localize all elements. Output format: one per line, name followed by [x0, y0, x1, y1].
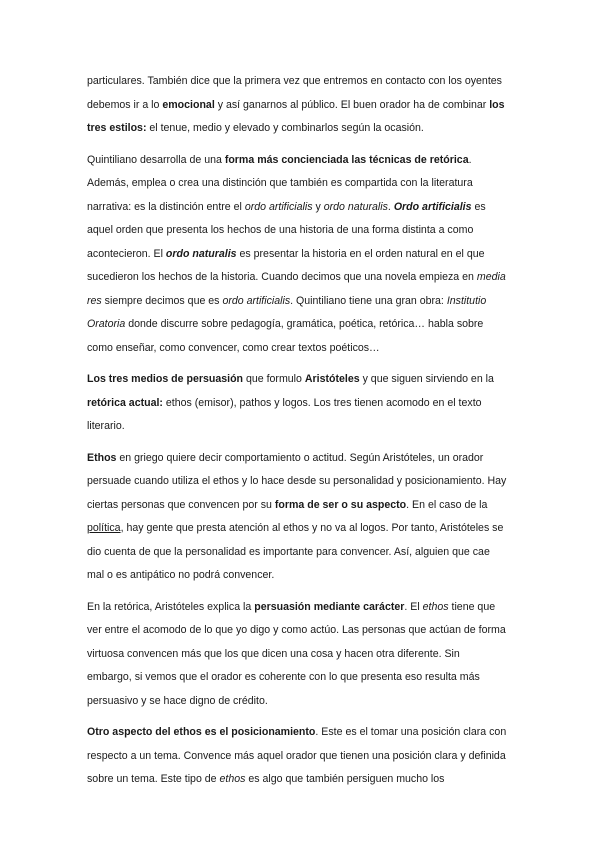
- text-run: tiene que ver entre el acomodo de lo que yo digo y como actúo. Las personas que actúan de forma virtuosa convencen más que los que dicen una cosa y hacen otra diferente. Sin embargo, si vemos que el orador es coherente con lo que presenta eso resulta más persuasivo y se hace digno de crédito.: [87, 600, 506, 707]
- text-run: ethos: [219, 773, 246, 785]
- text-run: Aristóteles: [304, 373, 360, 385]
- text-run: el tenue, medio y elevado y combinarlos según la ocasión.: [146, 122, 424, 134]
- text-run: y que siguen sirviendo en la: [359, 373, 494, 385]
- text-run: Otro aspecto del ethos es el posicionamiento: [87, 726, 316, 738]
- text-run: que formulo: [243, 373, 305, 385]
- text-run: Ethos: [87, 451, 117, 464]
- text-run: media res: [87, 271, 506, 307]
- text-run: Institutio Oratoria: [87, 294, 487, 330]
- text-run: es algo que también persiguen mucho los: [245, 773, 445, 785]
- text-run: donde discurre sobre pedagogía, gramática, poética, retórica… habla sobre como enseñar, como convencer, como crear textos poéticos…: [87, 318, 484, 354]
- text-run: , hay gente que presta atención al ethos y no va al logos. Por tanto, Aristóteles se dio cuenta de que la personalidad es importante para convencer. Así, alguien que cae mal o es antipático no podrá convencer.: [87, 522, 504, 581]
- text-run: en griego quiere decir comportamiento o actitud. Según Aristóteles, un orador persuade cuando utiliza el ethos y lo hace desde su personalidad y posicionamiento. Hay ciertas personas que convencen por su: [87, 451, 507, 511]
- paragraph: [87, 368, 507, 439]
- text-run: .: [387, 200, 394, 213]
- text-run: es aquel orden que presenta los hechos de una historia de una forma distinta a como acontecieron. El: [87, 200, 486, 260]
- paragraph: [87, 721, 507, 792]
- text-run: . Quintiliano tiene una gran obra:: [290, 294, 447, 307]
- text-run: ordo naturalis: [165, 247, 237, 260]
- text-run: . Este es el tomar una posición clara con respecto a un tema. Convence más aquel orador que tienen una posición clara y definida sobre un tema. Este tipo de: [87, 726, 507, 785]
- text-run: particulares. También dice que la primera vez que entremos en contacto con los oyentes debemos ir a lo: [87, 75, 502, 111]
- paragraph: [87, 596, 507, 714]
- text-run: siempre decimos que es: [101, 294, 223, 307]
- paragraph: [87, 149, 507, 361]
- text-run: ordo artificialis: [244, 200, 313, 213]
- text-run: forma de ser o su aspecto: [274, 498, 407, 511]
- document-page: [87, 70, 507, 800]
- text-run: y así ganarnos al público. El buen orador ha de combinar: [214, 98, 490, 111]
- text-run: ordo artificialis: [222, 294, 291, 307]
- text-run: los tres estilos:: [87, 98, 505, 134]
- paragraph: [87, 70, 507, 141]
- text-run: y: [312, 200, 324, 213]
- text-run: . En el caso de la: [406, 498, 488, 511]
- text-run: persuasión mediante carácter: [254, 600, 405, 613]
- text-run: retórica actual:: [87, 396, 163, 409]
- text-run: . Además, emplea o crea una distinción que también es compartida con la literatura narrativa: es la distinción entre el: [87, 153, 473, 213]
- text-run: política: [87, 522, 121, 534]
- text-run: ordo naturalis: [323, 200, 388, 213]
- text-run: forma más concienciada las técnicas de retórica: [224, 153, 469, 166]
- text-run: Quintiliano desarrolla de una: [87, 153, 225, 166]
- text-run: . El: [404, 600, 423, 613]
- text-run: ethos: [422, 600, 449, 613]
- text-run: es presentar la historia en el orden natural en el que sucedieron los hechos de la historia. Cuando decimos que una novela empieza en: [87, 247, 485, 283]
- text-run: Los tres medios de persuasión: [87, 373, 244, 385]
- paragraph: [87, 447, 507, 588]
- text-run: En la retórica, Aristóteles explica la: [87, 600, 255, 613]
- text-run: emocional: [162, 98, 215, 111]
- text-run: ethos (emisor), pathos y logos. Los tres tienen acomodo en el texto literario.: [87, 396, 482, 432]
- text-run: Ordo artificialis: [393, 200, 472, 213]
